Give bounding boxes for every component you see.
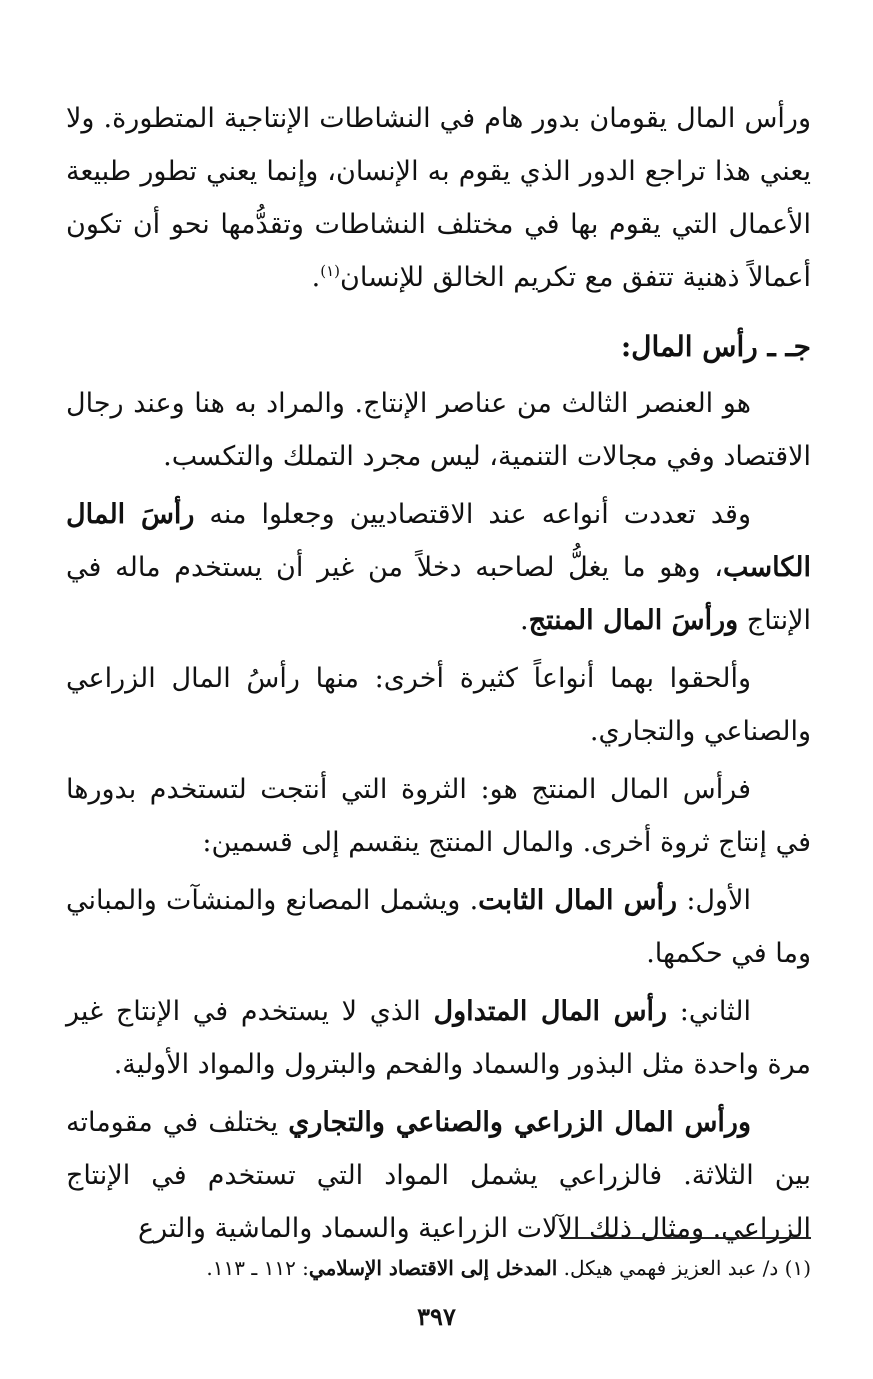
intro-paragraph <box>66 92 811 304</box>
productive-capital-term: ورأسَ المال المنتج <box>528 605 739 636</box>
paragraph-fixed-capital <box>66 874 811 980</box>
capital-types-part1: وقد تعددت أنواعه عند الاقتصاديين وجعلوا منه <box>194 499 751 530</box>
fixed-capital-lead: الأول: <box>677 885 751 916</box>
footnote-divider <box>561 1237 811 1239</box>
paragraph-circulating-capital <box>66 985 811 1091</box>
circulating-capital-rest: الذي لا يستخدم في الإنتاج غير مرة واحدة مثل البذور والسماد والفحم والبترول والمواد الأولية. <box>66 996 811 1080</box>
paragraph-other-types: وألحقوا بهما أنواعاً كثيرة أخرى: منها رأسُ المال الزراعي والصناعي والتجاري. <box>66 663 811 747</box>
paragraph-definition: هو العنصر الثالث من عناصر الإنتاج. والمراد به هنا وعند رجال الاقتصاد وفي مجالات التنمية، ليس مجرد التملك والتكسب. <box>66 388 811 472</box>
circulating-capital-lead: الثاني: <box>667 996 751 1027</box>
fixed-capital-rest: . ويشمل المصانع والمنشآت والمباني وما في حكمها. <box>66 885 811 969</box>
footnote-book-title: المدخل إلى الاقتصاد الإسلامي <box>308 1256 558 1280</box>
sector-capital-term: ورأس المال الزراعي والصناعي والتجاري <box>288 1107 751 1138</box>
intro-paragraph-end: . <box>311 262 321 293</box>
paragraph-productive-capital: فرأس المال المنتج هو: الثروة التي أنتجت لتستخدم بدورها في إنتاج ثروة أخرى. والمال المنتج ينقسم إلى قسمين: <box>66 774 811 858</box>
circulating-capital-term: رأس المال المتداول <box>433 996 668 1027</box>
footnote-pages: : ١١٢ ـ ١١٣. <box>206 1256 309 1280</box>
capital-types-end: . <box>520 605 529 636</box>
section-heading: جـ ـ رأس المال: <box>620 330 811 363</box>
fixed-capital-term: رأس المال الثابت <box>478 885 678 916</box>
footnote <box>66 1251 811 1285</box>
footnote-lead: (١) د/ عبد العزيز فهمي هيكل. <box>557 1256 811 1280</box>
paragraph-capital-types <box>66 488 811 647</box>
capital-types-part2: ، وهو ما يغلُّ لصاحبه دخلاً من غير أن يستخدم ماله في الإنتاج <box>66 552 811 636</box>
page-number: ٣٩٧ <box>417 1302 456 1331</box>
paragraph-sector-capital <box>66 1096 811 1255</box>
footnote-reference: (١) <box>320 262 341 280</box>
page-body <box>66 92 811 1260</box>
sector-capital-rest: يختلف في مقوماته بين الثلاثة. فالزراعي يشمل المواد التي تستخدم في الإنتاج الزراعي. ومثال ذلك الآلات الزراعية والسماد والماشية والترع <box>66 1107 811 1244</box>
earning-capital-term: رأسَ المال الكاسب <box>66 499 811 583</box>
intro-paragraph-text: ورأس المال يقومان بدور هام في النشاطات الإنتاجية المتطورة. ولا يعني هذا تراجع الدور الذي يقوم به الإنسان، وإنما يعني تطور طبيعة الأعمال التي يقوم بها في مختلف النشاطات وتقدُّمها نحو أن تكون أعمالاً ذهنية تتفق مع تكريم الخالق للإنسان <box>66 103 811 293</box>
